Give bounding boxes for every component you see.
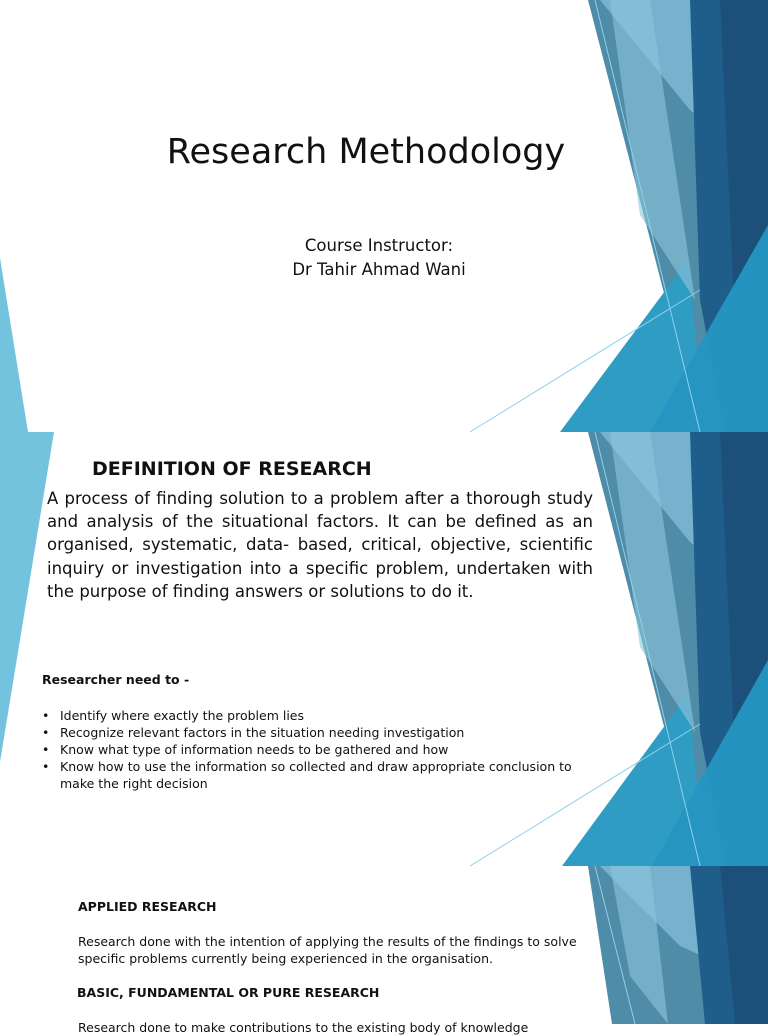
list-item <box>42 724 602 741</box>
researcher-tasks-list <box>42 707 602 792</box>
left-accent-triangle <box>0 258 28 432</box>
applied-research-text: Research done with the intention of applying the results of the findings to solve specific problems currently being experienced in the organisation. <box>78 934 577 966</box>
list-item-text: Recognize relevant factors in the situation needing investigation <box>60 725 465 740</box>
definition-heading: DEFINITION OF RESEARCH <box>92 458 372 480</box>
researcher-subheading: Researcher need to - <box>42 672 190 687</box>
basic-research-text: Research done to make contributions to the existing body of knowledge <box>78 1020 529 1035</box>
list-item <box>42 758 602 792</box>
list-item-text: Know how to use the information so collected and draw appropriate conclusion to make the right decision <box>60 759 572 791</box>
basic-research-heading: BASIC, FUNDAMENTAL OR PURE RESEARCH <box>77 985 380 1000</box>
instructor-name: Dr Tahir Ahmad Wani <box>292 260 466 279</box>
list-item <box>42 707 602 724</box>
definition-slide <box>0 432 768 866</box>
list-item <box>42 741 602 758</box>
bullet-icon: • <box>42 725 50 740</box>
bullet-icon: • <box>42 742 50 757</box>
presentation-title: Research Methodology <box>166 132 566 172</box>
research-types-slide <box>0 866 768 1035</box>
instructor-label: Course Instructor: <box>304 236 454 255</box>
list-item-text: Know what type of information needs to be gathered and how <box>60 742 449 757</box>
bullet-icon: • <box>42 759 50 774</box>
definition-paragraph: A process of finding solution to a problem after a thorough study and analysis of the situational factors. It can be defined as an organised, systematic, data- based, critical, objective, scientific inquiry or investigation into a specific problem, undertaken with the purpose of finding answers or solutions to do it. <box>47 489 593 601</box>
bullet-icon: • <box>42 708 50 723</box>
applied-research-heading: APPLIED RESEARCH <box>78 899 217 914</box>
list-item-text: Identify where exactly the problem lies <box>60 708 305 723</box>
instructor-block <box>0 234 758 282</box>
title-slide <box>0 0 768 432</box>
slide-1-decoration <box>0 0 768 432</box>
